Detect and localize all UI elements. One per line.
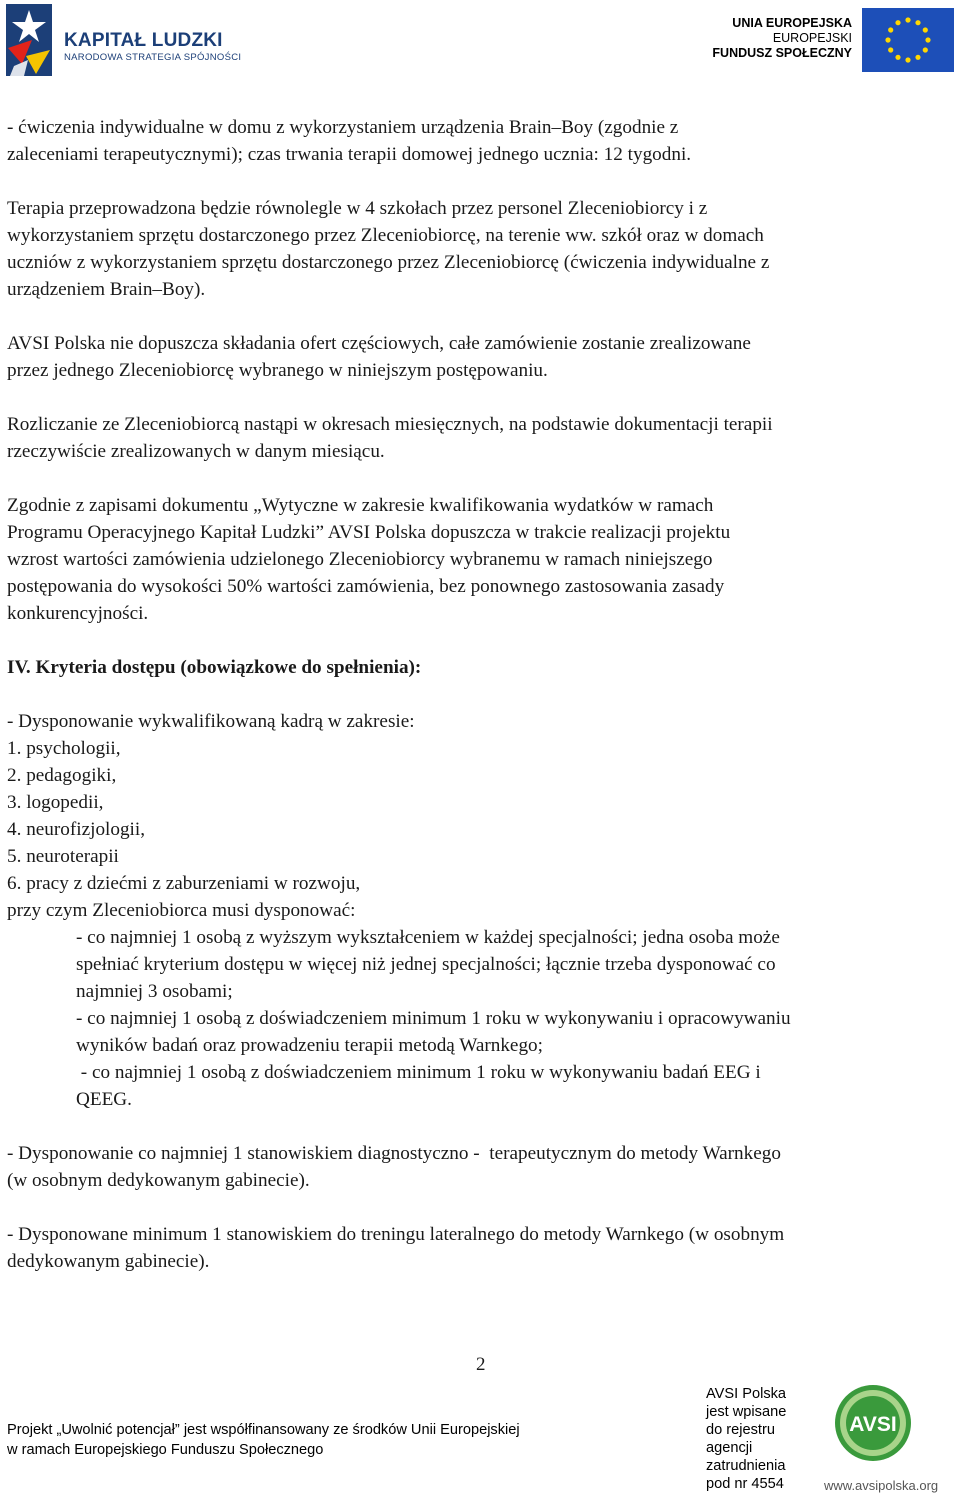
text-line: uczniów z wykorzystaniem sprzętu dostarczonego przez Zleceniobiorcę (ćwiczenia indywidualne z: [7, 252, 770, 273]
eu-flag-icon: [862, 8, 954, 72]
eu-line-2: EUROPEJSKI: [772, 31, 852, 45]
paragraph-exercises: [7, 114, 957, 168]
list-intro: - Dysponowanie wykwalifikowaną kadrą w zakresie:: [7, 711, 415, 732]
page-header: [0, 0, 960, 82]
requirement-warnke-experience: [7, 1005, 957, 1059]
text-line: (w osobnym dedykowanym gabinecie).: [7, 1170, 310, 1191]
kapital-ludzki-logo-icon: [6, 4, 52, 76]
text-line: - co najmniej 1 osobą z doświadczeniem minimum 1 roku w wykonywaniu i opracowywaniu: [76, 1008, 791, 1029]
text-line: wykorzystaniem sprzętu dostarczonego przez Zleceniobiorcę, na terenie ww. szkół oraz w domach: [7, 225, 764, 246]
list-item: 4. neurofizjologii,: [7, 819, 146, 840]
list-item: 6. pracy z dziećmi z zaburzeniami w rozwoju,: [7, 873, 361, 894]
list-outro: przy czym Zleceniobiorca musi dysponować:: [7, 900, 356, 921]
registration-line: agencji: [706, 1440, 753, 1456]
text-line: - Dysponowane minimum 1 stanowiskiem do treningu lateralnego do metody Warnkego (w osobnym: [7, 1224, 785, 1245]
document-body: [7, 114, 957, 1275]
registration-note: [706, 1385, 786, 1493]
registration-line: AVSI Polska: [706, 1386, 787, 1402]
project-funding-note: [7, 1420, 520, 1460]
paragraph-guidelines: [7, 492, 957, 627]
list-item: 2. pedagogiki,: [7, 765, 117, 786]
text-line: - co najmniej 1 osobą z wyższym wykształceniem w każdej specjalności; jedna osoba może: [76, 927, 780, 948]
paragraph-diagnostic-station: [7, 1140, 957, 1194]
kapital-ludzki-subtitle: NARODOWA STRATEGIA SPÓJNOŚCI: [64, 52, 242, 63]
qualifications-list: [7, 708, 957, 924]
text-line: - co najmniej 1 osobą z doświadczeniem minimum 1 roku w wykonywaniu badań EEG i: [76, 1062, 761, 1083]
list-item: 1. psychologii,: [7, 738, 121, 759]
registration-line: pod nr 4554: [706, 1476, 784, 1492]
text-line: AVSI Polska nie dopuszcza składania ofert częściowych, całe zamówienie zostanie zrealizowane: [7, 333, 751, 354]
text-line: przez jednego Zleceniobiorcę wybranego w niniejszym postępowaniu.: [7, 360, 548, 381]
kapital-ludzki-title: KAPITAŁ LUDZKI: [64, 30, 223, 51]
text-line: zaleceniami terapeutycznymi); czas trwania terapii domowej jednego ucznia: 12 tygodni.: [7, 144, 692, 165]
paragraph-settlement: [7, 411, 957, 465]
registration-line: do rejestru: [706, 1422, 775, 1438]
text-line: - Dysponowanie co najmniej 1 stanowiskiem diagnostyczno - terapeutycznym do metody Warnkego: [7, 1143, 781, 1164]
eu-line-3: FUNDUSZ SPOŁECZNY: [712, 46, 852, 60]
text-line: dedykowanym gabinecie).: [7, 1251, 210, 1272]
text-line: konkurencyjności.: [7, 603, 149, 624]
text-line: urządzeniem Brain–Boy).: [7, 279, 206, 300]
project-line-1: Projekt „Uwolnić potencjał” jest współfinansowany ze środków Unii Europejskiej: [7, 1422, 520, 1438]
avsi-website: www.avsipolska.org: [824, 1478, 939, 1493]
registration-line: jest wpisane: [706, 1404, 787, 1420]
text-line: Zgodnie z zapisami dokumentu „Wytyczne w zakresie kwalifikowania wydatków w ramach: [7, 495, 714, 516]
text-line: Programu Operacyjnego Kapitał Ludzki” AVSI Polska dopuszcza w trakcie realizacji projektu: [7, 522, 731, 543]
eu-line-1: UNIA EUROPEJSKA: [732, 16, 852, 30]
text-line: spełniać kryterium dostępu w więcej niż jednej specjalności; łącznie trzeba dysponować co: [76, 954, 776, 975]
paragraph-no-partial-offers: [7, 330, 957, 384]
text-line: najmniej 3 osobami;: [76, 981, 233, 1002]
registration-line: zatrudnienia: [706, 1458, 786, 1474]
paragraph-lateral-training: [7, 1221, 957, 1275]
project-line-2: w ramach Europejskiego Funduszu Społecznego: [7, 1442, 324, 1458]
text-line: Rozliczanie ze Zleceniobiorcą nastąpi w okresach miesięcznych, na podstawie dokumentacji terapii: [7, 414, 773, 435]
text-line: QEEG.: [76, 1089, 132, 1110]
text-line: postępowania do wysokości 50% wartości zamówienia, bez ponownego zastosowania zasady: [7, 576, 725, 597]
text-line: wyników badań oraz prowadzeniu terapii metodą Warnkego;: [76, 1035, 543, 1056]
avsi-logo-text: AVSI: [849, 1413, 897, 1436]
requirement-eeg-experience: [7, 1059, 957, 1113]
paragraph-therapy: [7, 195, 957, 303]
text-line: rzeczywiście zrealizowanych w danym miesiącu.: [7, 441, 385, 462]
text-line: - ćwiczenia indywidualne w domu z wykorzystaniem urządzenia Brain–Boy (zgodnie z: [7, 117, 679, 138]
list-item: 3. logopedii,: [7, 792, 104, 813]
text-line: wzrost wartości zamówienia udzielonego Zleceniobiorcy wybranemu w ramach niniejszego: [7, 549, 713, 570]
requirement-higher-education: [7, 924, 957, 1005]
section-heading: IV. Kryteria dostępu (obowiązkowe do spełnienia):: [7, 657, 422, 678]
list-item: 5. neuroterapii: [7, 846, 119, 867]
text-line: Terapia przeprowadzona będzie równolegle w 4 szkołach przez personel Zleceniobiorcy i z: [7, 198, 708, 219]
avsi-logo-icon: [833, 1383, 913, 1463]
eu-fund-label: [712, 16, 852, 61]
page-number: 2: [476, 1354, 486, 1375]
